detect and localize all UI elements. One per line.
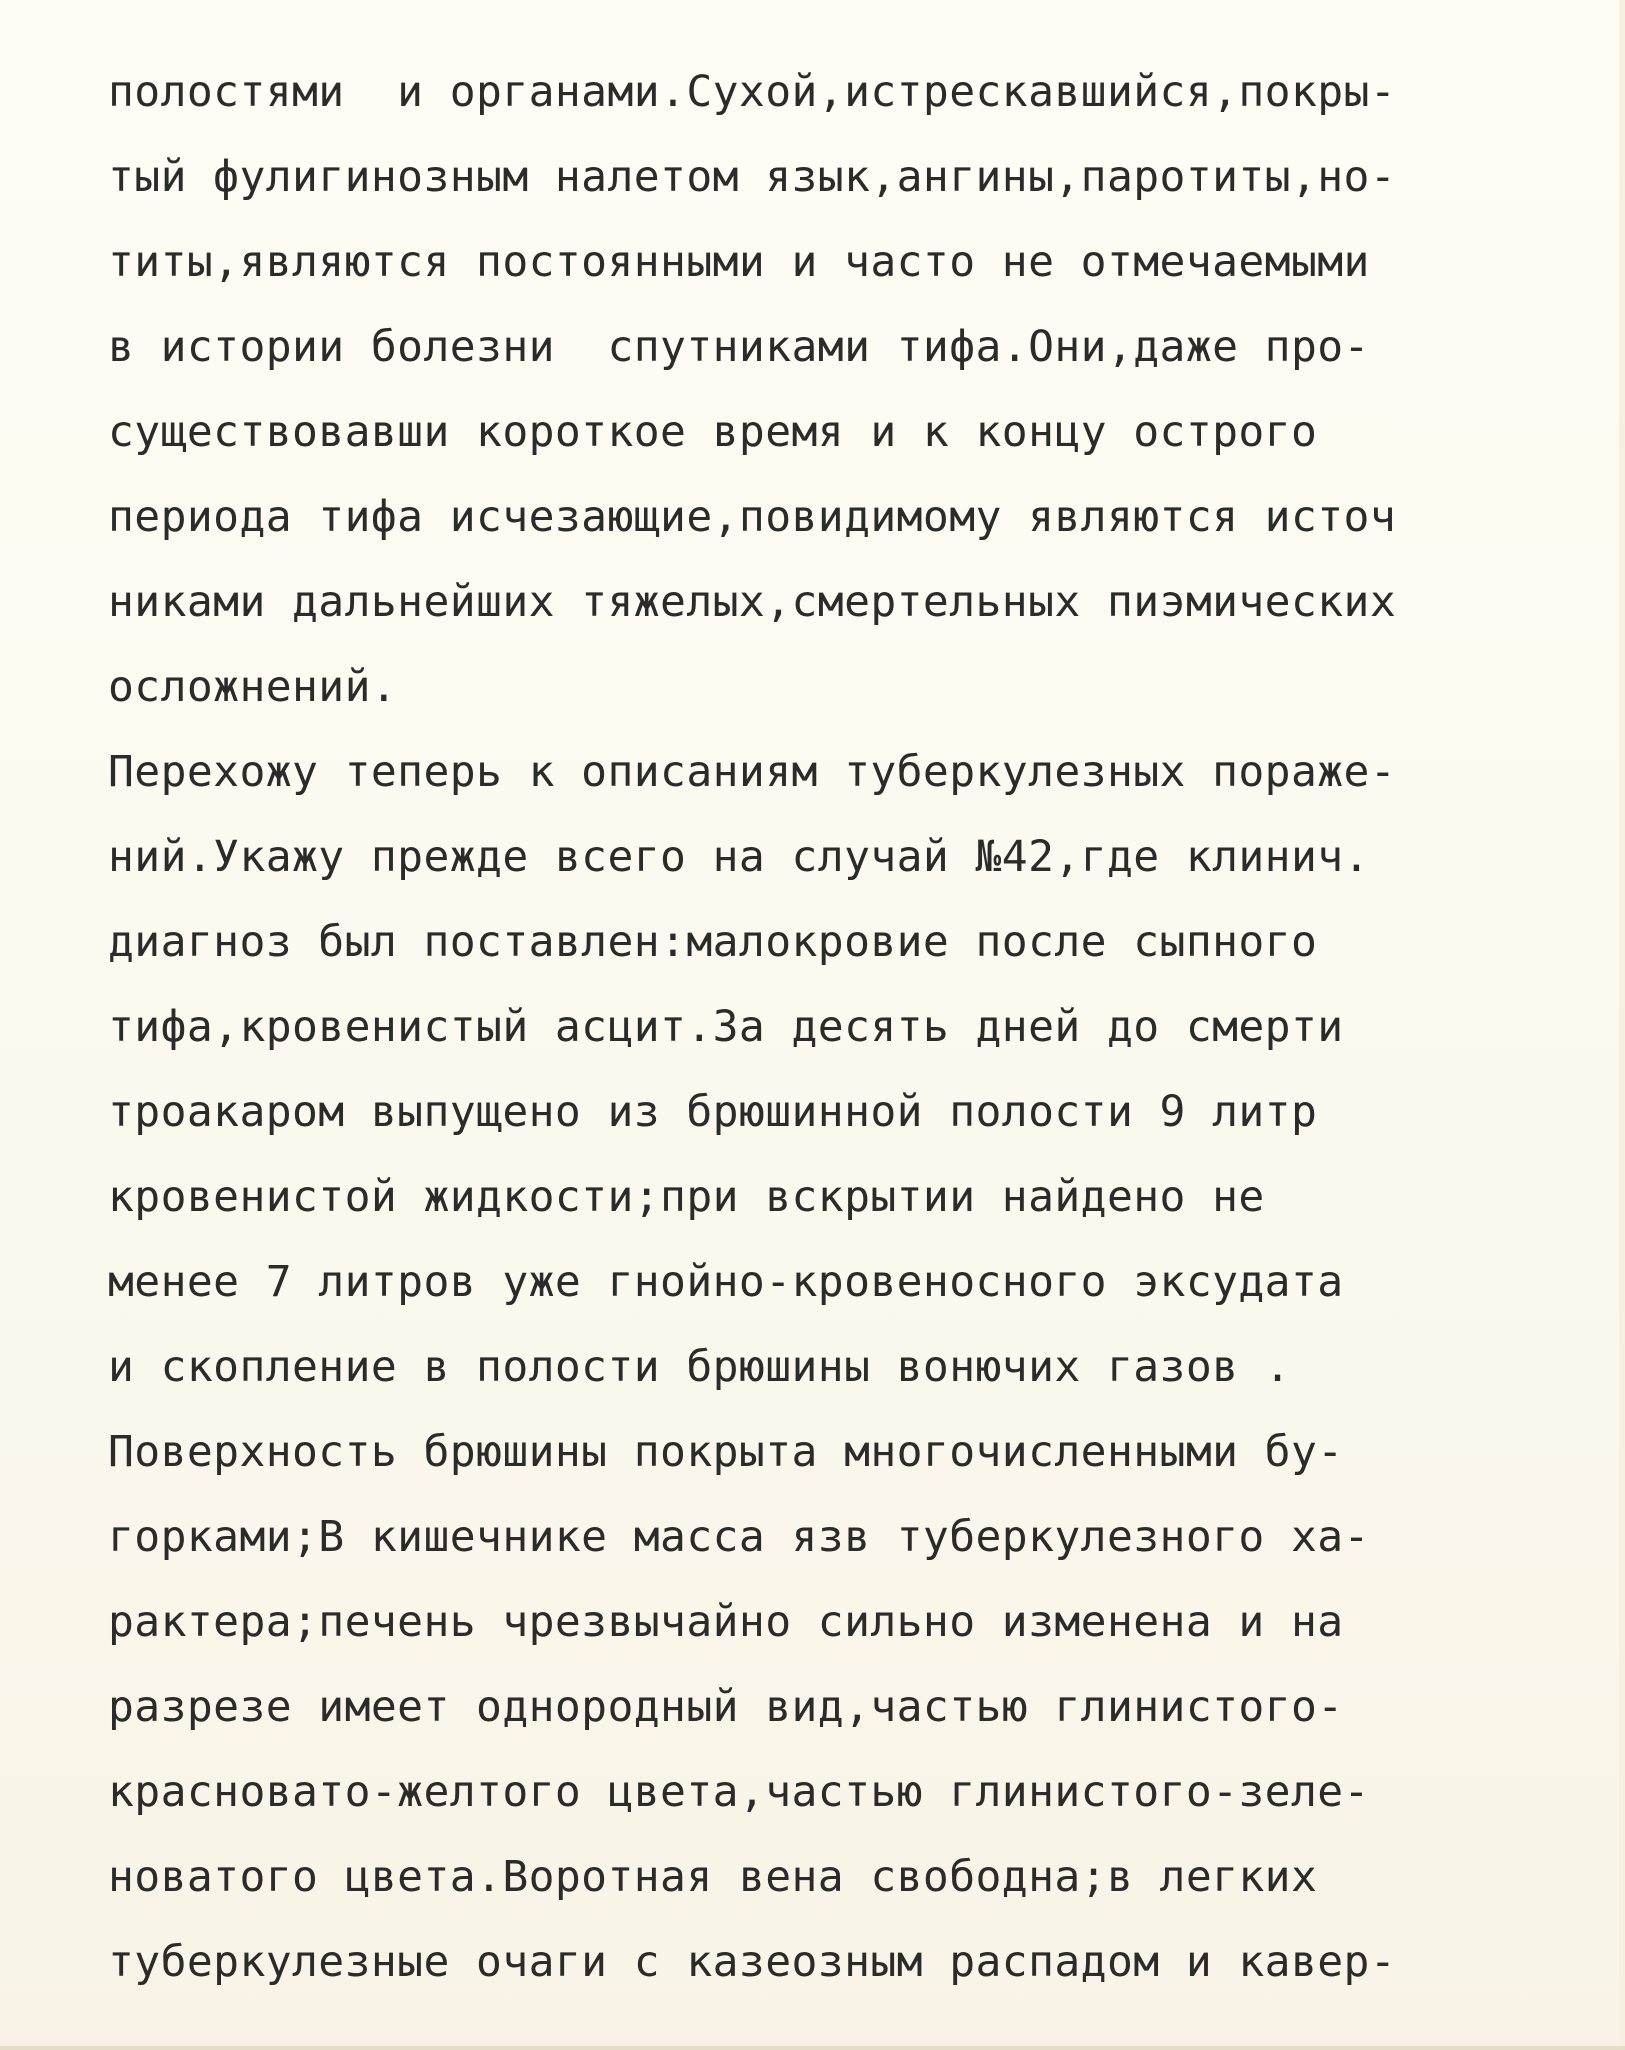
text-line: осложнений. [108, 662, 398, 712]
text-line: менее 7 литров уже гнойно-кровеносного эксудата [108, 1257, 1344, 1307]
text-line: кровенистой жидкости;при вскрытии найдено не [108, 1172, 1265, 1222]
text-line: ний.Укажу прежде всего на случай №42,где клинич. [108, 832, 1370, 882]
text-line: и скопление в полости брюшины вонючих газов . [108, 1342, 1291, 1392]
text-line: полостями и органами.Сухой,истрескавшийся,покры- [108, 67, 1397, 117]
text-line: титы,являются постоянными и часто не отмечаемыми [108, 237, 1370, 287]
text-line: туберкулезные очаги с казеозным распадом и кавер- [108, 1937, 1397, 1987]
text-line: красновато-желтого цвета,частью глинистого-зеле- [108, 1767, 1370, 1817]
text-line: тый фулигинозным налетом язык,ангины,паротиты,но- [108, 152, 1397, 202]
text-line: периода тифа исчезающие,повидимому являются источ [108, 492, 1397, 542]
text-line: Поверхность брюшины покрыта многочисленными бу- [108, 1427, 1344, 1477]
text-line: разрезе имеет однородный вид,частью глинистого- [108, 1682, 1344, 1732]
text-line: в истории болезни спутниками тифа.Они,даже про- [108, 322, 1370, 372]
typewritten-text-block [108, 50, 1623, 2005]
text-line: тифа,кровенистый асцит.За десять дней до смерти [108, 1002, 1344, 1052]
text-line: новатого цвета.Воротная вена свободна;в легких [108, 1852, 1318, 1902]
text-line: Перехожу теперь к описаниям туберкулезных пораже- [108, 747, 1397, 797]
text-line: диагноз был поставлен:малокровие после сыпного [108, 917, 1318, 967]
text-line: рактера;печень чрезвычайно сильно изменена и на [108, 1597, 1344, 1647]
text-line: существовавши короткое время и к концу острого [108, 407, 1318, 457]
text-line: троакаром выпущено из брюшинной полости 9 литр [108, 1087, 1318, 1137]
paper-edge-bottom [0, 2046, 1625, 2050]
text-line: горками;В кишечнике масса язв туберкулезного ха- [108, 1512, 1370, 1562]
text-line: никами дальнейших тяжелых,смертельных пиэмических [108, 577, 1397, 627]
